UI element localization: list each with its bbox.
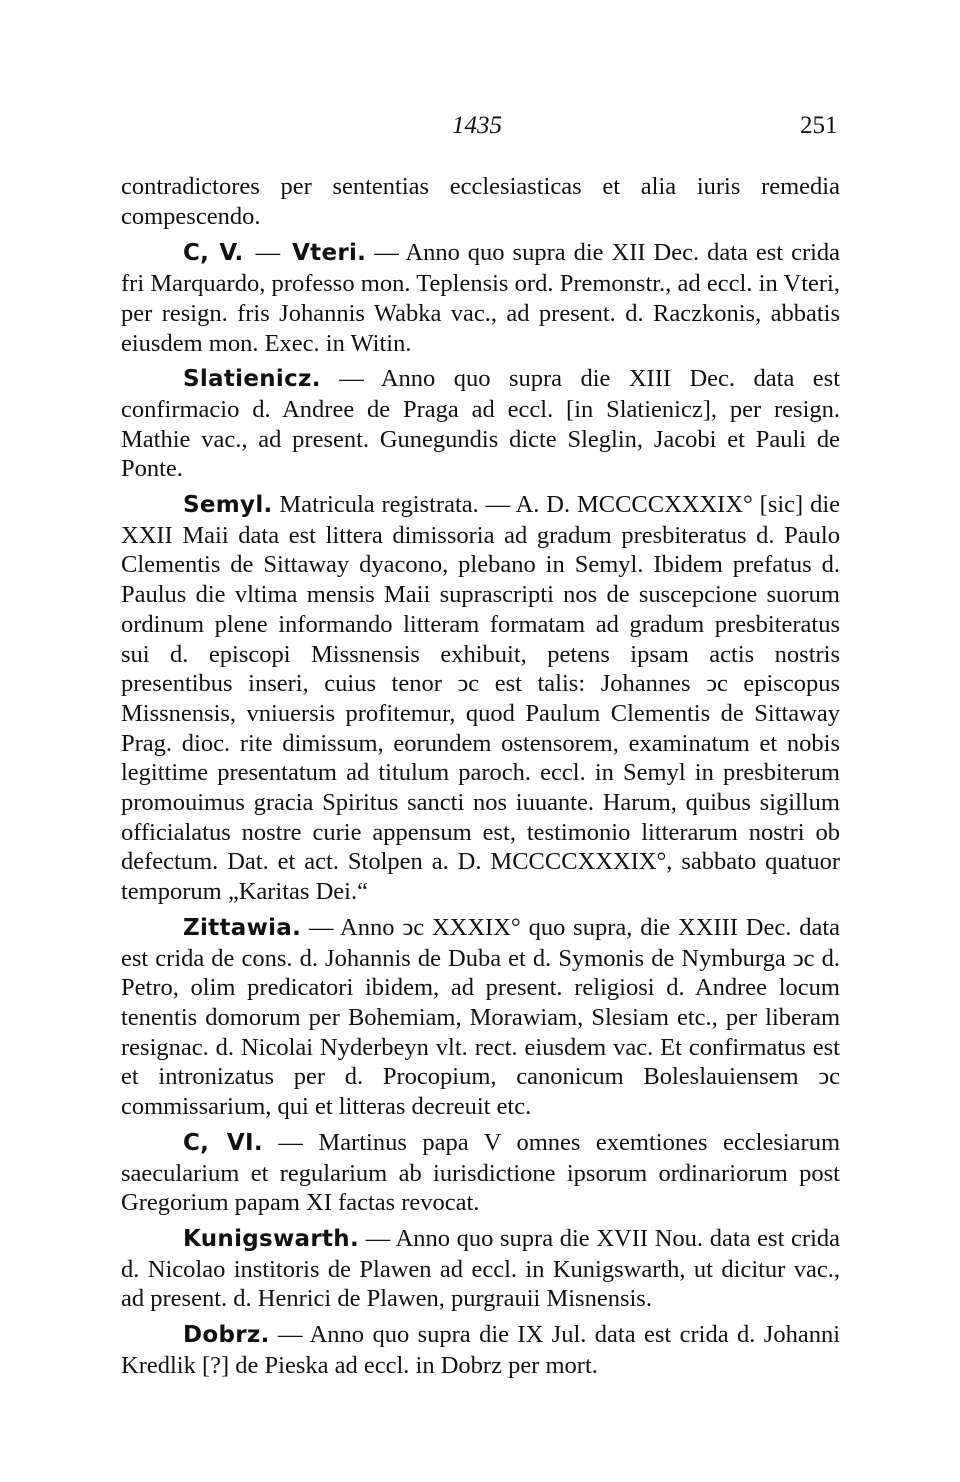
entry-heading: Dobrz.: [183, 1322, 270, 1349]
opening-paragraph: contradictores per sententias ecclesiasticas et alia iuris remedia compescendo.: [121, 173, 840, 230]
entry-heading: Semyl.: [183, 492, 273, 519]
body-text: [121, 172, 840, 1380]
entry-text: — Anno quo supra die XIII Dec. data est confirmacio d. Andree de Praga ad eccl. [in Slatienicz], per resign. Mathie vac., ad present. Gunegundis dicte Sleglin, Jacobi et Pauli de Ponte.: [121, 365, 840, 483]
entry-dash: —: [255, 239, 281, 267]
entry-semyl: [121, 490, 840, 907]
entry-heading: Kunigswarth.: [183, 1225, 360, 1252]
running-head-year: 1435: [452, 112, 502, 139]
entry-text: — Anno ͻc XXXIX° quo supra, die XXIII Dec. data est crida de cons. d. Johannis de Duba et d. Symonis de Nymburga ͻc d. Petro, olim predicatori ibidem, ad present. religiosi d. Andree locum tenentis domorum per Bohemiam, Morawiam, Slesiam etc., per liberam resignac. d. Nicolai Nyderbeyn vlt. rect. eiusdem vac. Et confirmatus est et intronizatus per d. Procopium, canonicum Boleslauiensem ͻc commissarium, qui et litteras decreuit etc.: [121, 913, 840, 1121]
entry-text: Matricula registrata. — A. D. MCCCCXXXIX° [sic] die XXII Maii data est littera dimissoria ad gradum presbiteratus d. Paulo Clementis de Sittaway dyacono, plebano in Semyl. Ibidem prefatus d. Paulus die vltima mensis Maii suprascripti nos de suscepcione suorum ordinum plene informando litteram formatam ad gradum presbiteratus sui d. episcopi Missnensis exhibuit, petens ipsam actis nostris presentibus inseri, cuius tenor ͻc est talis: Johannes ͻc episcopus Missnensis, vniuersis profitemur, quod Paulum Clementis de Sittaway Prag. dioc. rite dimissum, eorundem ostensorem, examinatum et nobis legittime presentatum ad titulum paroch. eccl. in Semyl in presbiterum promouimus gracia Spiritus sancti nos iuuante. Harum, quibus sigillum officialatus nostre curie appensum est, testimonio litterarum nostri ob defectum. Dat. et act. Stolpen a. D. MCCCCXXXIX°, sabbato quatuor temporum „Karitas Dei.“: [121, 491, 841, 906]
running-head: [0, 112, 960, 152]
entry-text: — Martinus papa V omnes exemtiones ecclesiarum saecularium et regularium ab iurisdictione ipsorum ordinariorum post Gregorium papam XI factas revocat.: [121, 1128, 840, 1217]
entry-heading-place: Vteri.: [292, 240, 367, 267]
entry-chapter-vi: [121, 1128, 840, 1218]
entry-zittawia: [121, 913, 840, 1122]
page-number: 251: [800, 112, 838, 139]
entry-heading: Zittawia.: [183, 914, 302, 941]
entry-text: — Anno quo supra die XII Dec. data est crida fri Marquardo, professo mon. Teplensis ord. Premonstr., ad eccl. in Vteri, per resign. fris Johannis Wabka vac., ad present. d. Raczkonis, abbatis eiusdem mon. Exec. in Witin.: [121, 239, 841, 357]
entry-vteri: [121, 238, 840, 358]
entry-text: — Anno quo supra die IX Jul. data est crida d. Johanni Kredlik [?] de Pieska ad eccl. in Dobrz per mort.: [121, 1321, 841, 1379]
entry-dobrz: [121, 1320, 840, 1380]
entry-slatienicz: [121, 364, 840, 484]
entry-kunigswarth: [121, 1224, 840, 1314]
entry-text: — Anno quo supra die XVII Nou. data est crida d. Nicolao institoris de Plawen ad eccl. in Kunigswarth, ut dicitur vac., ad present. d. Henrici de Plawen, purgrauii Misnensis.: [121, 1224, 840, 1313]
entry-heading: C, VI.: [183, 1129, 263, 1156]
entry-heading: Slatienicz.: [183, 366, 321, 393]
entry-heading-chapter: C, V.: [183, 240, 244, 267]
